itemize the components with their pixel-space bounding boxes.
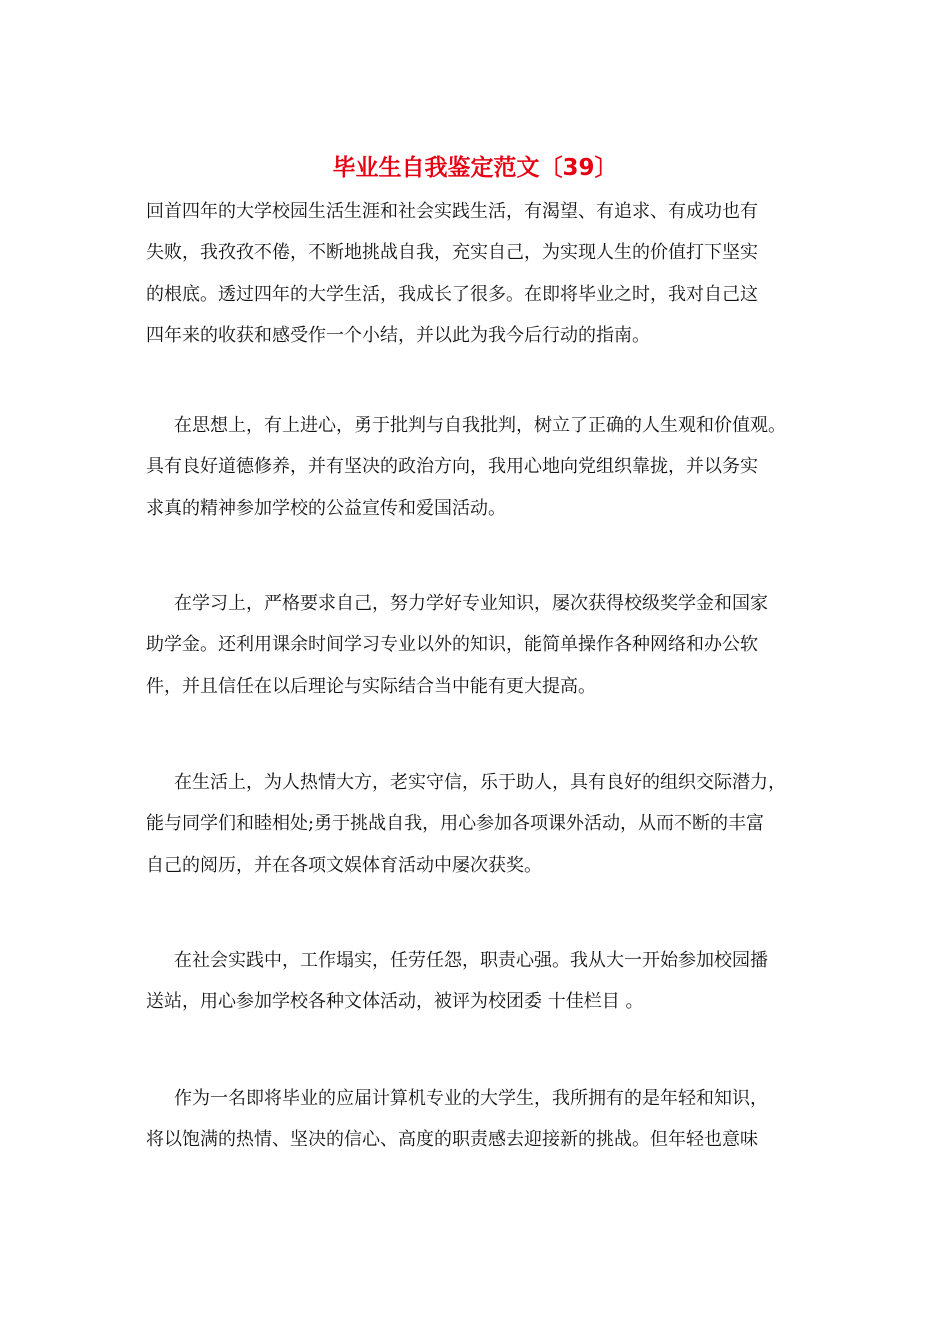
paragraph-thought [146, 405, 786, 529]
paragraph-study [146, 583, 768, 707]
paragraph-line: 的根底。透过四年的大学生活，我成长了很多。在即将毕业之时，我对自己这 [146, 283, 758, 305]
paragraph-line: 送站，用心参加学校各种文体活动，被评为校团委 十佳栏目 。 [146, 991, 644, 1013]
paragraph-line: 件，并且信任在以后理论与实际结合当中能有更大提高。 [146, 675, 596, 697]
paragraph-line: 具有良好道德修养，并有坚决的政治方向，我用心地向党组织靠拢，并以务实 [146, 456, 758, 478]
paragraph-line: 自己的阅历，并在各项文娱体育活动中屡次获奖。 [146, 854, 542, 876]
paragraph-line: 作为一名即将毕业的应届计算机专业的大学生，我所拥有的是年轻和知识， [174, 1088, 768, 1109]
paragraph-line: 能与同学们和睦相处;勇于挑战自我，用心参加各项课外活动，从而不断的丰富 [146, 813, 765, 835]
paragraph-line: 失败，我孜孜不倦，不断地挑战自我，充实自己，为实现人生的价值打下坚实 [146, 242, 758, 264]
paragraph-line: 回首四年的大学校园生活生涯和社会实践生活，有渴望、有追求、有成功也有 [146, 201, 758, 222]
paragraph-practice [146, 940, 768, 1023]
document-title: 毕业生自我鉴定范文〔39〕 [332, 155, 618, 181]
paragraph-line: 将以饱满的热情、坚决的信心、高度的职责感去迎接新的挑战。但年轻也意味 [146, 1129, 758, 1151]
paragraph-line: 在思想上，有上进心，勇于批判与自我批判，树立了正确的人生观和价值观。 [174, 415, 786, 436]
paragraph-line: 四年来的收获和感受作一个小结，并以此为我今后行动的指南。 [146, 324, 650, 346]
paragraph-line: 在学习上，严格要求自己，努力学好专业知识，屡次获得校级奖学金和国家 [174, 593, 768, 614]
paragraph-outlook [146, 1078, 768, 1161]
paragraph-life [146, 762, 786, 886]
paragraph-line: 在生活上，为人热情大方，老实守信，乐于助人，具有良好的组织交际潜力， [174, 772, 786, 793]
paragraph-line: 求真的精神参加学校的公益宣传和爱国活动。 [146, 497, 506, 519]
paragraph-line: 在社会实践中，工作塌实，任劳任怨，职责心强。我从大一开始参加校园播 [174, 950, 768, 971]
paragraph-line: 助学金。还利用课余时间学习专业以外的知识，能简单操作各种网络和办公软 [146, 634, 758, 656]
paragraph-intro [146, 191, 758, 356]
